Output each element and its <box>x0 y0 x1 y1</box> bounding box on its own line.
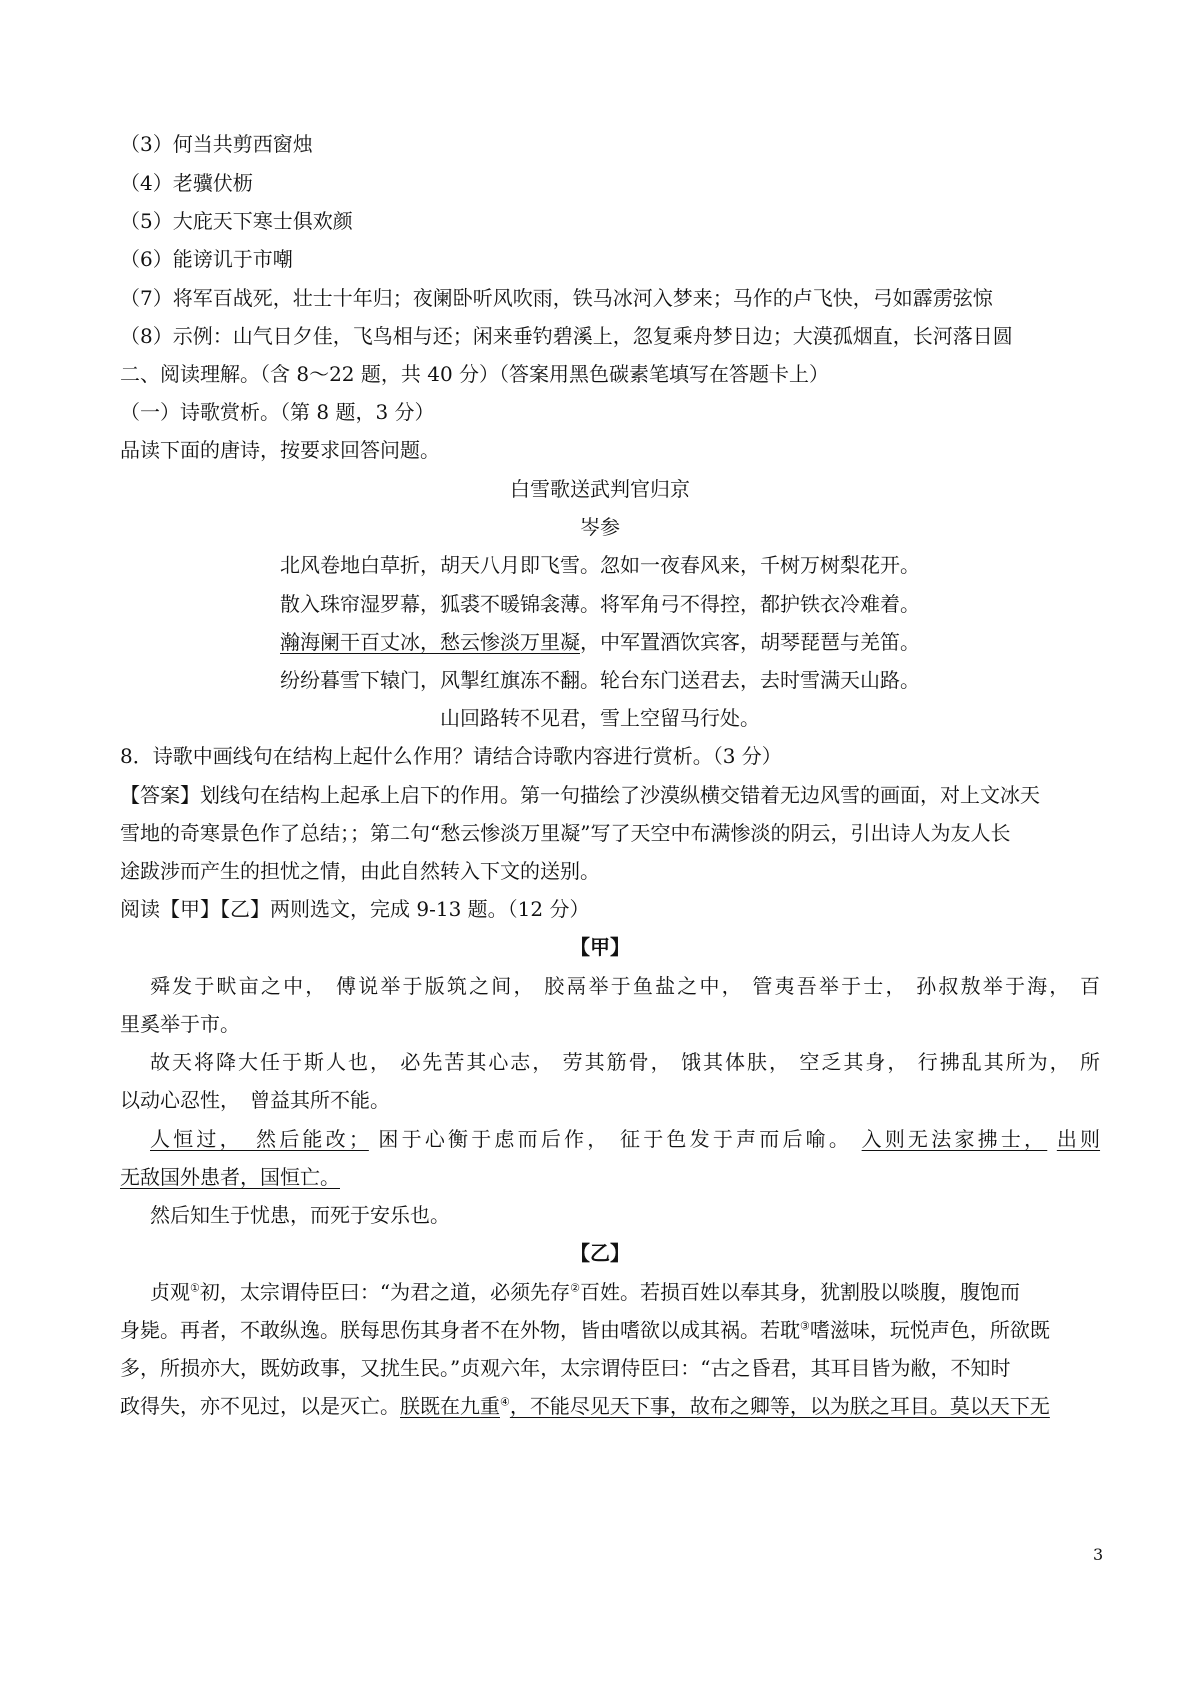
jia-phrase: 百 <box>1080 974 1101 998</box>
footnote-marker: ② <box>570 1281 580 1295</box>
jia-phrase: 行拂乱其所为， <box>917 1050 1072 1074</box>
poem-line-3-rest: ，中军置酒饮宾客，胡琴琵琶与羌笛。 <box>580 630 920 654</box>
jia-phrase: 舜发于畎亩之中， <box>150 974 328 998</box>
poem-line-2: 散入珠帘湿罗幕，狐裘不暖锦衾薄。将军角弓不得控，都护铁衣冷难着。 <box>280 592 920 616</box>
yi-line-2 <box>120 1317 1050 1343</box>
underlined-verse: 瀚海阑干百丈冰，愁云惨淡万里凝 <box>280 630 580 654</box>
poem-line-4: 纷纷暮雪下辕门，风掣红旗冻不翻。轮台东门送君去，去时雪满天山路。 <box>280 668 920 692</box>
yi-line-4 <box>120 1393 1050 1419</box>
answer-item-3: （3）何当共剪西窗烛 <box>120 132 313 156</box>
jia-phrase: 傅说举于版筑之间， <box>336 974 536 998</box>
jia-underlined-phrase: 入则无法家拂士， <box>861 1127 1048 1151</box>
footnote-marker: ① <box>190 1281 200 1295</box>
instruction: 品读下面的唐诗，按要求回答问题。 <box>120 438 440 462</box>
jia-phrase: 孙叔敖举于海， <box>916 974 1072 998</box>
jia-phrase: 劳其筋骨， <box>562 1050 673 1074</box>
yi-text: 嗜滋味，玩悦声色，所欲既 <box>809 1318 1050 1342</box>
answer-item-7: （7）将军百战死，壮士十年归；夜阑卧听风吹雨，铁马冰河入梦来；马作的卢飞快，弓如霹雳弦惊 <box>120 286 993 310</box>
answer-8-line-3: 途跋涉而产生的担忧之情，由此自然转入下文的送别。 <box>120 859 600 883</box>
answer-item-5: （5）大庇天下寒士俱欢颜 <box>120 209 353 233</box>
question-8: 8．诗歌中画线句在结构上起什么作用？请结合诗歌内容进行赏析。（3 分） <box>120 744 782 768</box>
answer-item-8: （8）示例：山气日夕佳，飞鸟相与还；闲来垂钓碧溪上，忽复乘舟梦日边；大漠孤烟直，长河落日圆 <box>120 324 1013 348</box>
jia-p1-line-1 <box>150 973 1100 999</box>
poem-line-1: 北风卷地白草折，胡天八月即飞雪。忽如一夜春风来，千树万树梨花开。 <box>280 553 920 577</box>
jia-underlined-phrase: 人恒过， 然后能改； <box>150 1127 369 1151</box>
poem-author: 岑参 <box>580 515 620 539</box>
yi-line-1 <box>150 1279 1020 1305</box>
footnote-marker: ③ <box>800 1319 810 1333</box>
poem-title: 白雪歌送武判官归京 <box>510 477 690 501</box>
jia-underlined-phrase: 出则 <box>1056 1127 1101 1151</box>
yi-underlined-text: 朕既在九重 <box>400 1394 500 1418</box>
yi-line-3: 多，所损亦大，既妨政事，又扰生民。”贞观六年，太宗谓侍臣曰：“古之昏君，其耳目皆为敝，不知时 <box>120 1356 1011 1380</box>
footnote-marker: ④ <box>500 1395 510 1409</box>
answer-8-line-1: 【答案】划线句在结构上起承上启下的作用。第一句描绘了沙漠纵横交错着无边风雪的画面，对上文冰天 <box>120 783 1040 807</box>
section2-title: 二、阅读理解。（含 8～22 题，共 40 分）（答案用黑色碳素笔填写在答题卡上） <box>120 362 830 386</box>
yi-text: 初，太宗谓侍臣曰：“为君之道，必须先存 <box>199 1280 571 1304</box>
jia-p3-line-1 <box>150 1126 1100 1152</box>
jia-phrase: 征于色发于声而后喻。 <box>620 1127 853 1151</box>
subsection1-title: （一）诗歌赏析。（第 8 题，3 分） <box>120 400 435 424</box>
yi-heading: 【乙】 <box>570 1241 630 1265</box>
jia-p2-line-2: 以动心忍性， 曾益其所不能。 <box>120 1088 390 1112</box>
jia-underlined-phrase: 无敌国外患者，国恒亡。 <box>120 1165 340 1189</box>
yi-text: 政得失，亦不见过，以是灭亡。 <box>120 1394 400 1418</box>
poem-line-3 <box>0 629 1200 655</box>
poem-line-5: 山回路转不见君，雪上空留马行处。 <box>440 706 760 730</box>
jia-phrase: 困于心衡于虑而后作， <box>378 1127 611 1151</box>
page-number: 3 <box>1093 1545 1104 1564</box>
jia-phrase: 必先苦其心志， <box>400 1050 555 1074</box>
yi-underlined-text: ，不能尽见天下事，故布之卿等，以为朕之耳目。莫以天下无 <box>509 1394 1050 1418</box>
answer-8-line-2: 雪地的奇寒景色作了总结；；第二句“愁云惨淡万里凝”写了天空中布满惨淡的阴云，引出诗人为友人长 <box>120 821 1011 845</box>
jia-phrase: 胶鬲举于鱼盐之中， <box>544 974 744 998</box>
reading-intro: 阅读【甲】【乙】两则选文，完成 9-13 题。（12 分） <box>120 897 590 921</box>
answer-item-4: （4）老骥伏枥 <box>120 171 253 195</box>
yi-text: 百姓。若损百姓以奉其身，犹割股以啖腹，腹饱而 <box>579 1280 1020 1304</box>
jia-phrase: 故天将降大任于斯人也， <box>150 1050 392 1074</box>
jia-p4: 然后知生于忧患，而死于安乐也。 <box>150 1203 450 1227</box>
answer-item-6: （6）能谤讥于市嘲 <box>120 247 293 271</box>
jia-p1-line-2: 里奚举于市。 <box>120 1012 240 1036</box>
jia-p2-line-1 <box>150 1049 1100 1075</box>
yi-text: 贞观 <box>150 1280 190 1304</box>
jia-heading: 【甲】 <box>570 935 630 959</box>
yi-text: 身毙。再者，不敢纵逸。朕每思伤其身者不在外物，皆由嗜欲以成其祸。若耽 <box>120 1318 800 1342</box>
jia-phrase: 空乏其身， <box>799 1050 910 1074</box>
jia-phrase: 管夷吾举于士， <box>752 974 908 998</box>
jia-phrase: 饿其体肤， <box>681 1050 791 1074</box>
jia-p3-line-2 <box>120 1164 340 1190</box>
jia-phrase: 所 <box>1080 1050 1101 1074</box>
